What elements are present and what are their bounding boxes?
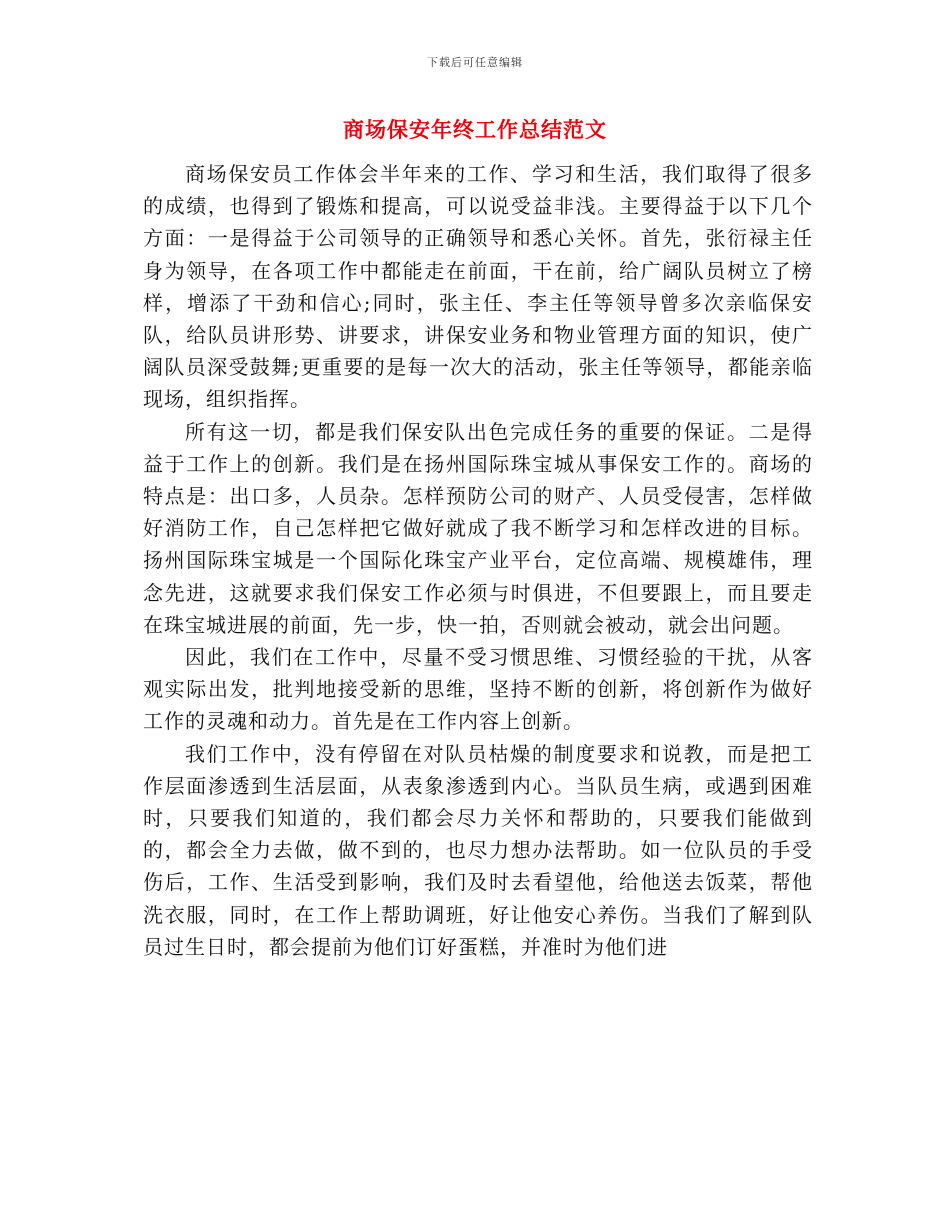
paragraph-3: 因此，我们在工作中，尽量不受习惯思维、习惯经验的干扰，从客观实际出发，批判地接受新的思维，坚持不断的创新，将创新作为做好工作的灵魂和动力。首先是在工作内容上创新。 [143, 645, 813, 734]
paragraph-4: 我们工作中，没有停留在对队员枯燥的制度要求和说教，而是把工作层面渗透到生活层面，从表象渗透到内心。当队员生病，或遇到困难时，只要我们知道的，我们都会尽力关怀和帮助的，只要我们能做到的，都会全力去做，做不到的，也尽力想办法帮助。如一位队员的手受伤后，工作、生活受到影响，我们及时去看望他，给他送去饭菜，帮他洗衣服，同时，在工作上帮助调班，好让他安心养伤。当我们了解到队员过生日时，都会提前为他们订好蛋糕，并准时为他们进 [143, 741, 813, 959]
document-title: 商场保安年终工作总结范文 [343, 117, 607, 142]
document-body [143, 158, 813, 963]
header-note: 下载后可任意编辑 [427, 56, 523, 69]
paragraph-1: 商场保安员工作体会半年来的工作、学习和生活，我们取得了很多的成绩，也得到了锻炼和提高，可以说受益非浅。主要得益于以下几个方面：一是得益于公司领导的正确领导和悉心关怀。首先，张衍禄主任身为领导，在各项工作中都能走在前面，干在前，给广阔队员树立了榜样，增添了干劲和信心;同时，张主任、李主任等领导曾多次亲临保安队，给队员讲形势、讲要求，讲保安业务和物业管理方面的知识，使广阔队员深受鼓舞;更重要的是每一次大的活动，张主任等领导，都能亲临现场，组织指挥。 [143, 162, 813, 412]
paragraph-2: 所有这一切，都是我们保安队出色完成任务的重要的保证。二是得益于工作上的创新。我们是在扬州国际珠宝城从事保安工作的。商场的特点是：出口多，人员杂。怎样预防公司的财产、人员受侵害，怎样做好消防工作，自己怎样把它做好就成了我不断学习和怎样改进的目标。扬州国际珠宝城是一个国际化珠宝产业平台，定位高端、规模雄伟，理念先进，这就要求我们保安工作必须与时俱进，不但要跟上，而且要走在珠宝城进展的前面，先一步，快一拍，否则就会被动，就会出问题。 [143, 419, 813, 637]
